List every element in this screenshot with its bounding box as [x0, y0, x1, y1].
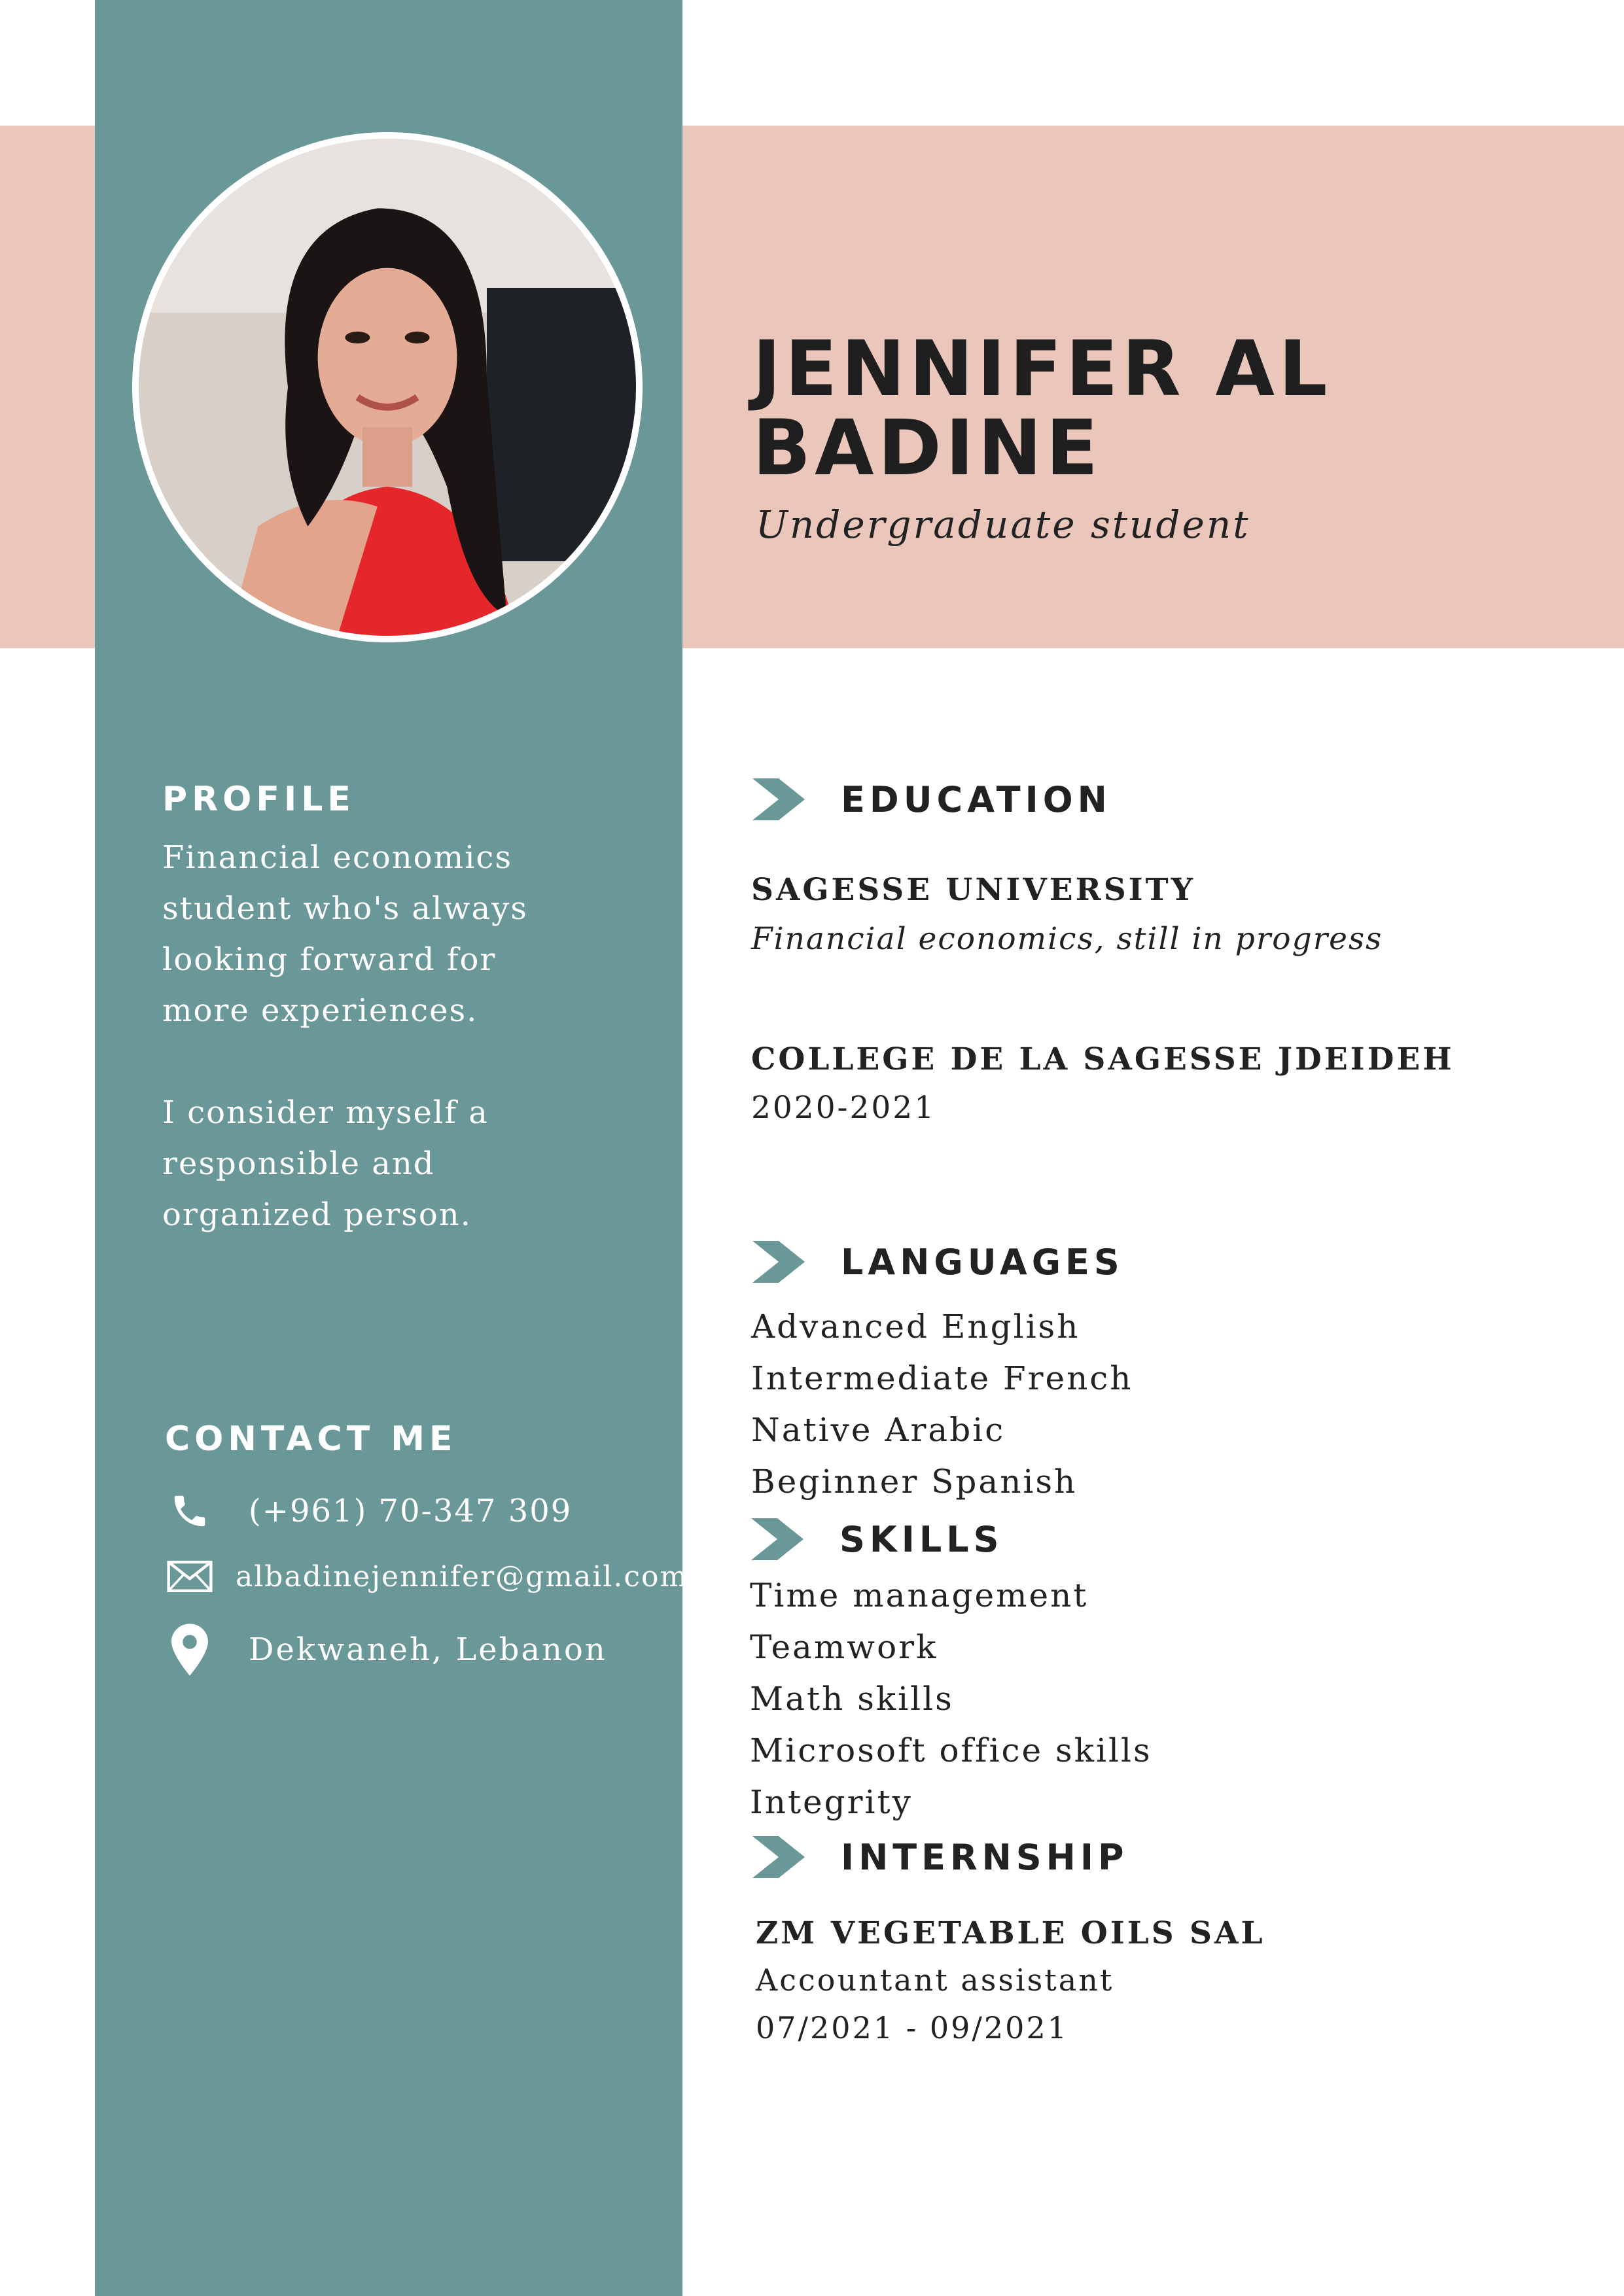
- name-heading-line1: JENNIFER AL: [752, 324, 1332, 413]
- profile-line: Financial economics: [162, 839, 512, 876]
- contact-phone-row: [167, 1485, 572, 1537]
- profile-line: I consider myself a: [162, 1094, 489, 1131]
- chevron-right-icon: [752, 778, 805, 820]
- contact-location: Dekwaneh, Lebanon: [249, 1631, 607, 1668]
- internship-company: ZM VEGETABLE OILS SAL: [756, 1915, 1265, 1951]
- profile-line: responsible and: [162, 1145, 435, 1182]
- profile-line-gap: [162, 1036, 528, 1087]
- list-item: Integrity: [750, 1783, 913, 1821]
- internship-role: Accountant assistant: [756, 1962, 1114, 1998]
- contact-email[interactable]: albadinejennifer@gmail.com: [236, 1559, 689, 1593]
- contact-heading: CONTACT ME: [165, 1419, 457, 1459]
- profile-text: [162, 832, 528, 1240]
- profile-line: organized person.: [162, 1196, 472, 1233]
- profile-line: more experiences.: [162, 992, 478, 1029]
- phone-icon: [167, 1485, 213, 1537]
- list-item: Time management: [750, 1576, 1089, 1614]
- skills-heading-row: [751, 1518, 1004, 1560]
- profile-photo: [132, 132, 643, 642]
- contact-location-row: [167, 1624, 607, 1676]
- languages-heading: LANGUAGES: [841, 1241, 1124, 1283]
- skills-heading: SKILLS: [839, 1518, 1004, 1560]
- profile-line: looking forward for: [162, 941, 497, 978]
- education-detail: Financial economics, still in progress: [751, 921, 1383, 957]
- list-item: Advanced English: [751, 1308, 1080, 1346]
- chevron-right-icon: [751, 1518, 803, 1560]
- education-institution: SAGESSE UNIVERSITY: [751, 872, 1196, 908]
- skills-list: [750, 1570, 1152, 1828]
- chevron-right-icon: [752, 1836, 805, 1878]
- envelope-icon: [167, 1550, 213, 1603]
- education-heading: EDUCATION: [841, 778, 1112, 820]
- languages-heading-row: [752, 1241, 1124, 1283]
- education-heading-row: [752, 778, 1112, 820]
- internship-heading-row: [752, 1836, 1129, 1878]
- location-pin-icon: [167, 1624, 213, 1676]
- list-item: Intermediate French: [751, 1359, 1133, 1397]
- list-item: Math skills: [750, 1680, 954, 1718]
- education-detail: 2020-2021: [751, 1090, 936, 1126]
- list-item: Microsoft office skills: [750, 1731, 1152, 1769]
- internship-dates: 07/2021 - 09/2021: [756, 2010, 1068, 2045]
- contact-phone[interactable]: (+961) 70-347 309: [249, 1493, 573, 1529]
- languages-list: [751, 1301, 1133, 1508]
- chevron-right-icon: [752, 1241, 805, 1283]
- profile-heading: PROFILE: [162, 780, 355, 819]
- contact-email-row: [167, 1550, 688, 1603]
- list-item: Teamwork: [750, 1628, 938, 1666]
- list-item: Native Arabic: [751, 1411, 1006, 1449]
- job-subtitle: Undergraduate student: [756, 502, 1250, 547]
- profile-line: student who's always: [162, 890, 528, 927]
- name-heading-line2: BADINE: [752, 403, 1103, 493]
- list-item: Beginner Spanish: [751, 1463, 1078, 1501]
- internship-heading: INTERNSHIP: [841, 1836, 1129, 1878]
- education-institution: COLLEGE DE LA SAGESSE JDEIDEH: [751, 1041, 1455, 1077]
